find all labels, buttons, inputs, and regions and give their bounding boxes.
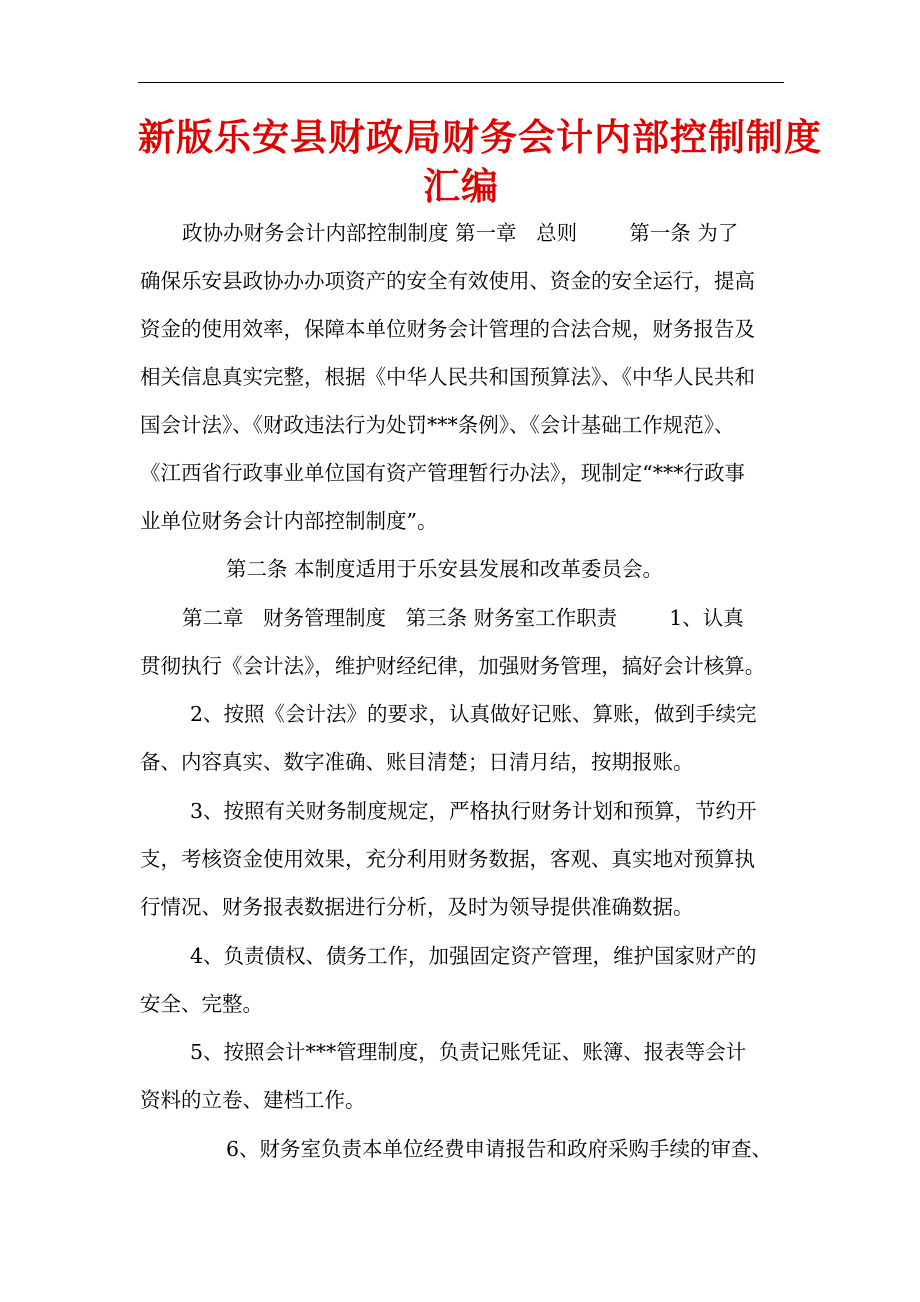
body-line-13: 3、按照有关财务制度规定，严格执行财务计划和预算，节约开 (190, 799, 757, 823)
body-line-7: 业单位财务会计内部控制制度”。 (140, 509, 438, 533)
body-line-14: 支，考核资金使用效果，充分利用财务数据，客观、真实地对预算执 (140, 847, 755, 871)
document-title-line-2: 汇编 (423, 164, 499, 208)
body-line-3: 资金的使用效率，保障本单位财务会计管理的合法合规，财务报告及 (140, 317, 755, 341)
body-line-2: 确保乐安县政协办办项资产的安全有效使用、资金的安全运行，提高 (140, 269, 755, 293)
body-line-8: 第二条 本制度适用于乐安县发展和改革委员会。 (226, 557, 664, 581)
body-line-18: 5、按照会计***管理制度，负责记账凭证、账簿、报表等会计 (190, 1040, 747, 1064)
body-line-11: 2、按照《会计法》的要求，认真做好记账、算账，做到手续完 (190, 702, 757, 726)
body-line-1: 政协办财务会计内部控制制度 第一章 总则 第一条 为了 (182, 221, 739, 245)
document-title-line-1: 新版乐安县财政局财务会计内部控制制度 (138, 115, 822, 159)
body-line-10: 贯彻执行《会计法》，维护财经纪律，加强财务管理，搞好会计核算。 (140, 654, 766, 678)
body-line-5: 国会计法》、《财政违法行为处罚***条例》、《会计基础工作规范》、 (140, 413, 735, 437)
body-line-4: 相关信息真实完整，根据《中华人民共和国预算法》、《中华人民共和 (140, 365, 755, 389)
body-line-15: 行情况、财务报表数据进行分析，及时为领导提供准确数据。 (140, 895, 694, 919)
body-line-9: 第二章 财务管理制度 第三条 财务室工作职责 1、认真 (182, 606, 744, 630)
body-line-19: 资料的立卷、建档工作。 (140, 1088, 366, 1112)
header-rule (138, 82, 784, 83)
body-line-12: 备、内容真实、数字准确、账目清楚；日清月结，按期报账。 (140, 750, 694, 774)
body-line-17: 安全、完整。 (140, 992, 263, 1016)
body-line-16: 4、负责债权、债务工作，加强固定资产管理，维护国家财产的 (190, 944, 757, 968)
body-line-6: 《江西省行政事业单位国有资产管理暂行办法》，现制定“***行政事 (140, 461, 745, 485)
body-line-20: 6、财务室负责本单位经费申请报告和政府采购手续的审查、 (226, 1137, 773, 1161)
